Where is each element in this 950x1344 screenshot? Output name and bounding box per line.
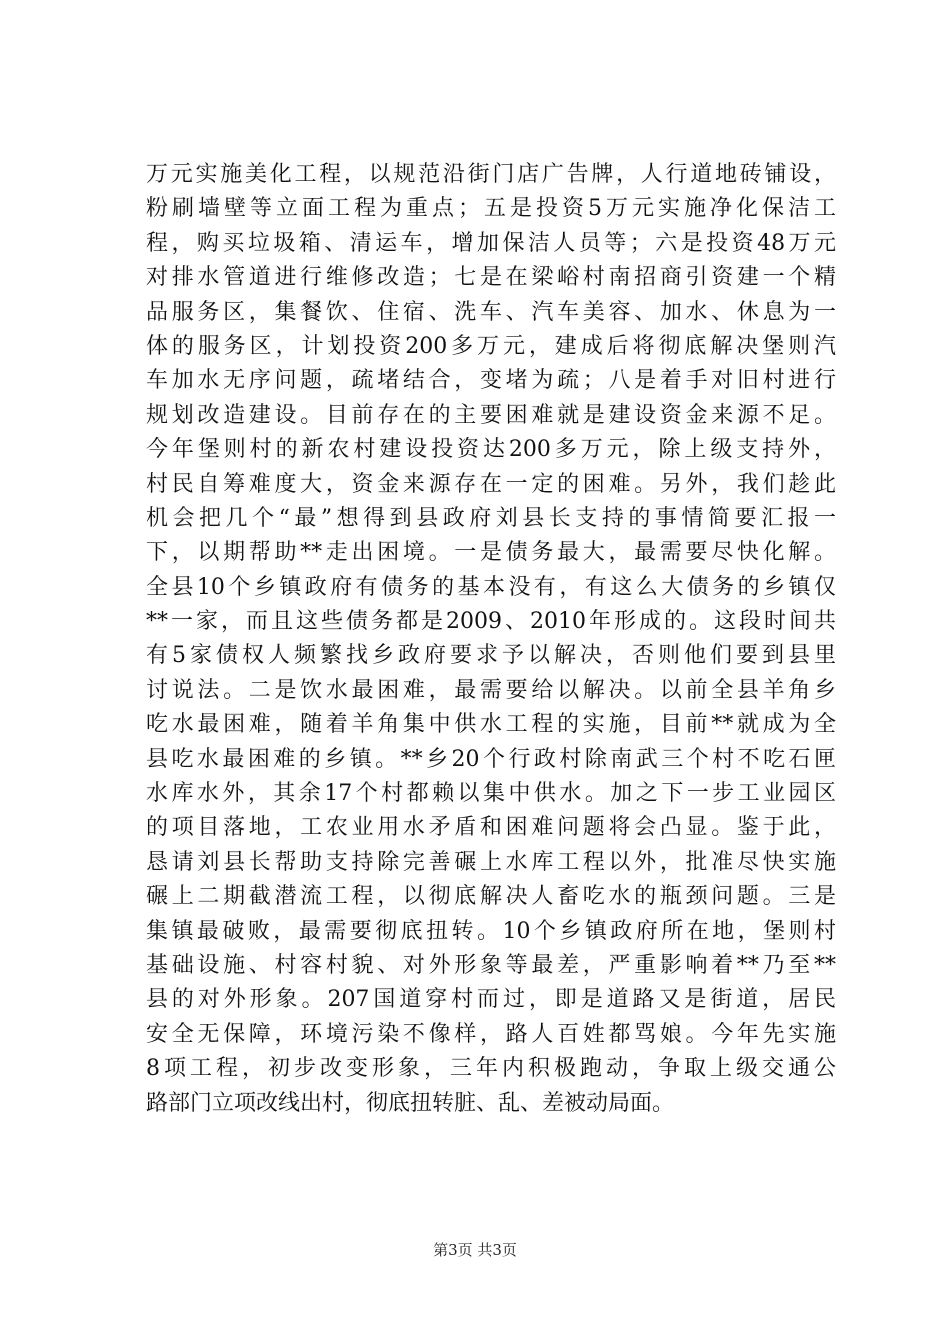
- text-line: 粉刷墙壁等立面工程为重点；五是投资5万元实施净化保洁工: [146, 196, 836, 222]
- text-line: 基础设施、村容村貌、对外形象等最差，严重影响着**乃至**: [146, 952, 836, 978]
- text-line: 品服务区，集餐饮、住宿、洗车、汽车美容、加水、休息为一: [146, 299, 836, 325]
- text-line: 今年堡则村的新农村建设投资达200多万元，除上级支持外，: [146, 437, 836, 463]
- text-line: 碾上二期截潜流工程，以彻底解决人畜吃水的瓶颈问题。三是: [146, 884, 836, 910]
- text-line: 恳请刘县长帮助支持除完善碾上水库工程以外，批准尽快实施: [146, 849, 836, 875]
- text-line: 有5家债权人频繁找乡政府要求予以解决，否则他们要到县里: [146, 643, 836, 669]
- text-line: 路部门立项改线出村，彻底扭转脏、乱、差被动局面。: [146, 1090, 675, 1116]
- text-line: 8项工程，初步改变形象，三年内积极跑动，争取上级交通公: [146, 1056, 836, 1082]
- text-line: 水库水外，其余17个村都赖以集中供水。加之下一步工业园区: [146, 781, 836, 807]
- text-line: 安全无保障，环境污染不像样，路人百姓都骂娘。今年先实施: [146, 1021, 836, 1047]
- text-line: 体的服务区，计划投资200多万元，建成后将彻底解决堡则汽: [146, 333, 836, 359]
- text-line: 集镇最破败，最需要彻底扭转。10个乡镇政府所在地，堡则村: [146, 918, 836, 944]
- text-line: **一家，而且这些债务都是2009、2010年形成的。这段时间共: [146, 609, 836, 635]
- text-line: 的项目落地，工农业用水矛盾和困难问题将会凸显。鉴于此，: [146, 815, 836, 841]
- text-line: 村民自筹难度大，资金来源存在一定的困难。另外，我们趁此: [146, 471, 836, 497]
- text-line: 对排水管道进行维修改造；七是在梁峪村南招商引资建一个精: [146, 265, 836, 291]
- text-line: 车加水无序问题，疏堵结合，变堵为疏；八是着手对旧村进行: [146, 368, 836, 394]
- text-line: 县的对外形象。207国道穿村而过，即是道路又是街道，居民: [146, 987, 836, 1013]
- text-line: 县吃水最困难的乡镇。**乡20个行政村除南武三个村不吃石匣: [146, 746, 836, 772]
- text-line: 规划改造建设。目前存在的主要困难就是建设资金来源不足。: [146, 402, 836, 428]
- text-line: 万元实施美化工程，以规范沿街门店广告牌，人行道地砖铺设，: [146, 162, 836, 187]
- text-line: 讨说法。二是饮水最困难，最需要给以解决。以前全县羊角乡: [146, 677, 836, 703]
- text-line: 下，以期帮助**走出困境。一是债务最大，最需要尽快化解。: [146, 540, 836, 566]
- text-line: 机会把几个“最”想得到县政府刘县长支持的事情简要汇报一: [146, 505, 836, 531]
- page-number-footer: 第3页 共3页: [433, 1241, 517, 1259]
- body-paragraph: [146, 158, 836, 1121]
- text-line: 程，购买垃圾箱、清运车，增加保洁人员等；六是投资48万元: [146, 230, 836, 256]
- text-line: 全县10个乡镇政府有债务的基本没有，有这么大债务的乡镇仅: [146, 574, 836, 600]
- text-line: 吃水最困难，随着羊角集中供水工程的实施，目前**就成为全: [146, 712, 836, 738]
